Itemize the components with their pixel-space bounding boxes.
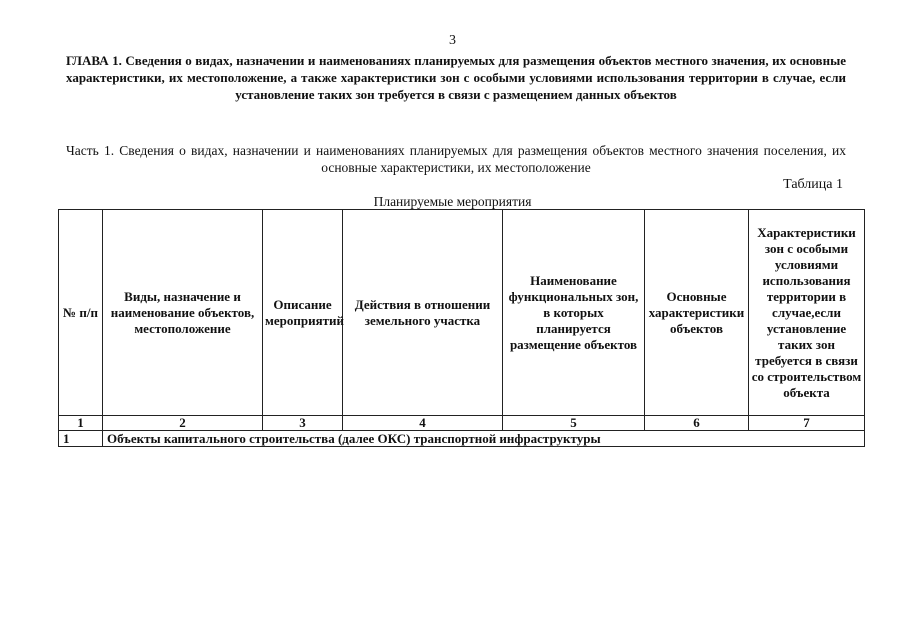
header-functional-zones: Наименование функциональных зон, в которых планируется размещение объектов xyxy=(503,210,645,416)
header-number: № п/п xyxy=(59,210,103,416)
column-number: 6 xyxy=(645,416,749,431)
header-object-type: Виды, назначение и наименование объектов, местоположение xyxy=(103,210,263,416)
table-label: Таблица 1 xyxy=(783,177,843,192)
header-special-zones: Характеристики зон с особыми условиями использования территории в случае,если установление таких зон требуется в связи со строительством объекта xyxy=(749,210,865,416)
column-number: 5 xyxy=(503,416,645,431)
planned-measures-table xyxy=(58,209,865,447)
section-number: 1 xyxy=(59,431,103,447)
column-number: 1 xyxy=(59,416,103,431)
column-number: 2 xyxy=(103,416,263,431)
table-header-row xyxy=(59,210,865,416)
column-number: 4 xyxy=(343,416,503,431)
section-title: Объекты капитального строительства (далее ОКС) транспортной инфраструктуры xyxy=(103,431,865,447)
section-row xyxy=(59,431,865,447)
column-number: 7 xyxy=(749,416,865,431)
header-description: Описание мероприятий xyxy=(263,210,343,416)
column-number-row xyxy=(59,416,865,431)
column-number: 3 xyxy=(263,416,343,431)
header-characteristics: Основные характеристики объектов xyxy=(645,210,749,416)
chapter-title: ГЛАВА 1. Сведения о видах, назначении и наименованиях планируемых для размещения объектов местного значения, их основные характеристики, их местоположение, а также характеристики зон с особыми условиями использования территории в случае, если установление таких зон требуется в связи с размещением данных объектов xyxy=(66,53,846,102)
header-land-actions: Действия в отношении земельного участка xyxy=(343,210,503,416)
page-number: 3 xyxy=(449,33,456,48)
part-title: Часть 1. Сведения о видах, назначении и наименованиях планируемых для размещения объектов местного значения поселения, их основные характеристики, их местоположение xyxy=(66,143,846,175)
table-caption: Планируемые мероприятия xyxy=(373,194,532,209)
